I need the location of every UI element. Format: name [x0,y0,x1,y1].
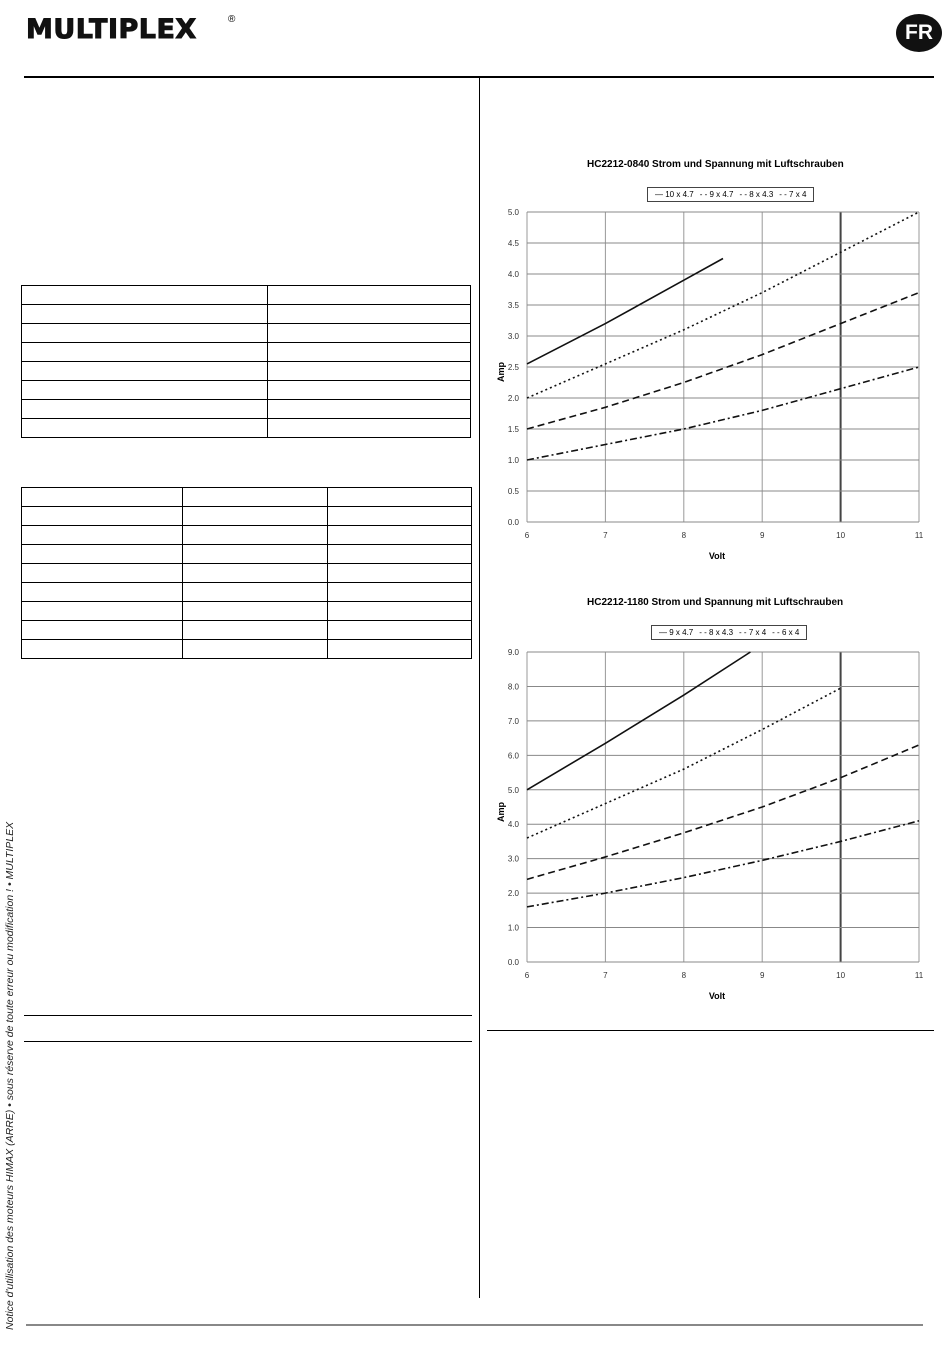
table-row [22,400,471,419]
table-row [22,564,472,583]
x-tick-label: 11 [914,531,924,540]
legend-entry: — 9 x 4.7 [659,628,694,637]
table-cell [22,305,268,324]
y-tick-label: 6.0 [507,751,519,761]
table-cell [268,419,471,438]
table-cell [328,621,472,640]
x-axis-label: Volt [708,551,726,561]
y-axis-label: Amp [496,362,506,382]
y-axis-label: Amp [496,802,506,822]
x-tick-label: 7 [603,531,608,540]
table-cell [22,324,268,343]
y-tick-label: 7.0 [507,716,519,726]
y-tick-label: 3.5 [507,301,519,310]
legend-entry: - - 9 x 4.7 [699,190,734,199]
x-tick-label: 10 [836,531,846,540]
y-tick-label: 9.0 [507,648,519,657]
table-cell [183,602,328,621]
y-tick-label: 2.5 [507,363,519,372]
table-row [22,545,472,564]
table-cell [22,583,183,602]
table-cell [328,526,472,545]
y-tick-label: 4.0 [507,270,519,279]
table-cell [183,583,328,602]
y-tick-label: 5.0 [507,785,519,795]
legend-entry: - - 8 x 4.3 [739,190,774,199]
table-row [22,324,471,343]
series-line [527,821,919,907]
table-cell [268,362,471,381]
table-cell [268,305,471,324]
table-row [22,621,472,640]
chart2-title: HC2212-1180 Strom und Spannung mit Luftschrauben [587,597,844,608]
table-row [22,362,471,381]
table-row [22,419,471,438]
table-cell [183,621,328,640]
footer-rule [26,1324,923,1326]
x-tick-label: 8 [681,531,687,540]
table-cell [183,488,328,507]
table-cell [268,381,471,400]
y-tick-label: 4.0 [507,820,519,830]
y-tick-label: 5.0 [507,208,519,217]
spec-table-1 [21,285,471,438]
table-cell [268,400,471,419]
y-tick-label: 3.0 [507,854,519,864]
legend-entry: - - 7 x 4 [739,628,767,637]
y-tick-label: 1.0 [507,456,519,465]
table-row [22,488,472,507]
table-cell [328,583,472,602]
y-tick-label: 1.5 [507,425,519,434]
legend-entry: - - 6 x 4 [772,628,800,637]
table-cell [22,419,268,438]
series-line [527,745,919,879]
table-cell [183,545,328,564]
registered-mark: ® [228,14,236,25]
y-tick-label: 4.5 [507,239,519,248]
y-tick-label: 0.0 [507,958,519,967]
x-tick-label: 7 [603,971,608,980]
table-row [22,602,472,621]
y-tick-label: 2.0 [507,889,519,899]
table-cell [22,602,183,621]
table-cell [268,286,471,305]
x-tick-label: 9 [759,971,765,980]
multiplex-logo: MULTIPLEX [26,14,197,45]
left-section-rule-1 [24,1015,472,1016]
x-tick-label: 6 [524,971,530,980]
table-row [22,343,471,362]
table-cell [22,400,268,419]
table-row [22,507,472,526]
chart2 [490,635,930,1015]
table-cell [22,526,183,545]
table-cell [183,507,328,526]
y-tick-label: 1.0 [507,923,519,933]
table-cell [328,640,472,659]
x-tick-label: 8 [681,971,687,980]
table-cell [183,526,328,545]
table-cell [183,564,328,583]
table-cell [22,507,183,526]
chart1-title: HC2212-0840 Strom und Spannung mit Luftschrauben [587,159,844,170]
table-cell [22,621,183,640]
table-cell [328,545,472,564]
table-cell [22,343,268,362]
legend-entry: - - 7 x 4 [779,190,807,199]
series-line [527,293,919,429]
table-row [22,526,472,545]
table-cell [22,362,268,381]
y-tick-label: 2.0 [507,394,519,403]
y-tick-label: 0.0 [507,518,519,527]
x-tick-label: 9 [759,531,765,540]
table-cell [22,488,183,507]
x-tick-label: 10 [836,971,846,980]
table-cell [328,488,472,507]
x-tick-label: 6 [524,531,530,540]
table-row [22,381,471,400]
table-cell [328,602,472,621]
x-tick-label: 11 [914,971,924,980]
side-note: Notice d'utilisation des moteurs HIMAX (ARRE) • sous réserve de toute erreur ou modification ! • MULTIPLEX [4,821,16,1330]
y-tick-label: 3.0 [507,332,519,341]
spec-table-2 [21,487,472,659]
table-cell [268,343,471,362]
y-tick-label: 0.5 [507,487,519,496]
table-row [22,583,472,602]
table-row [22,305,471,324]
language-badge: FR [896,14,942,52]
table-cell [328,507,472,526]
legend-entry: — 10 x 4.7 [655,190,694,199]
table-row [22,286,471,305]
table-cell [22,545,183,564]
right-section-rule [487,1030,934,1031]
table-cell [183,640,328,659]
table-cell [328,564,472,583]
table-cell [268,324,471,343]
table-cell [22,381,268,400]
left-section-rule-2 [24,1041,472,1042]
table-cell [22,564,183,583]
table-row [22,640,472,659]
y-tick-label: 8.0 [507,682,519,692]
chart1 [490,195,930,575]
column-divider [479,78,480,1298]
x-axis-label: Volt [708,991,726,1001]
table-cell [22,286,268,305]
legend-entry: - - 8 x 4.3 [699,628,734,637]
table-cell [22,640,183,659]
